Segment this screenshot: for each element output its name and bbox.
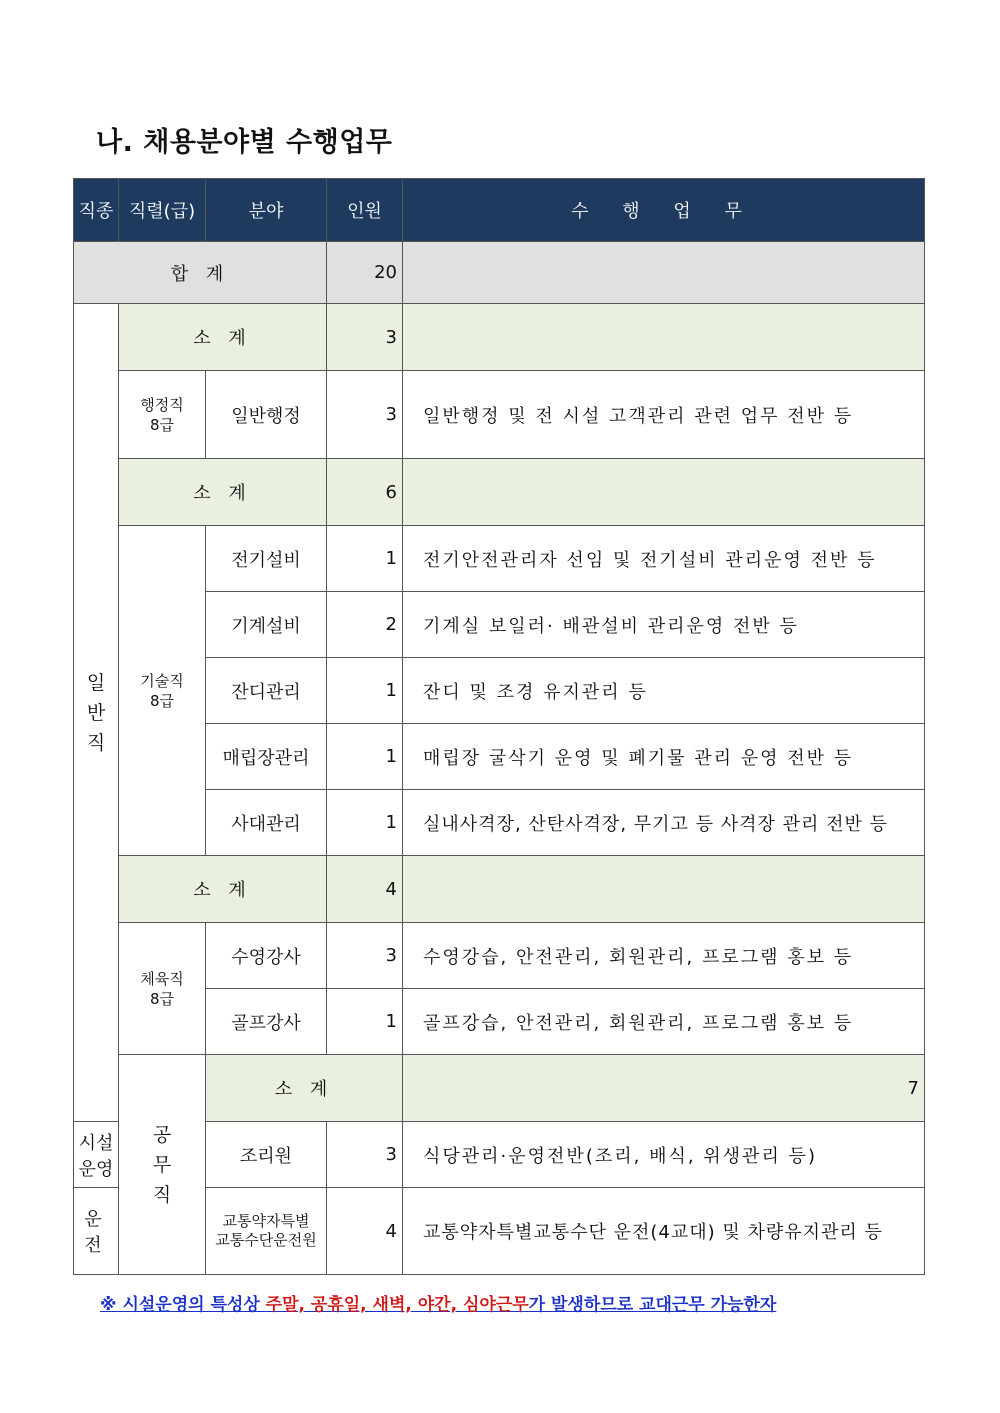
subtotal-label: 소 계 <box>119 459 327 526</box>
count-cell: 1 <box>327 658 403 724</box>
field-cell: 전기설비 <box>206 526 327 592</box>
subtotal-row-civil <box>74 1055 925 1122</box>
subtotal-count: 7 <box>403 1055 925 1122</box>
duty-cell: 실내사격장, 산탄사격장, 무기고 등 사격장 관리 전반 등 <box>403 790 925 856</box>
field-cell: 수영강사 <box>206 923 327 989</box>
grade-admin: 행정직 8급 <box>119 371 206 459</box>
count-cell: 2 <box>327 592 403 658</box>
recruitment-duty-table <box>73 178 925 1275</box>
count-cell: 1 <box>327 989 403 1055</box>
count-cell: 1 <box>327 790 403 856</box>
subtotal-duty <box>403 856 925 923</box>
duty-cell: 식당관리·운영전반(조리, 배식, 위생관리 등) <box>403 1122 925 1188</box>
subtotal-row-tech <box>74 459 925 526</box>
subtotal-row-sports <box>74 856 925 923</box>
header-kind: 직종 <box>74 179 119 242</box>
duty-cell: 전기안전관리자 선임 및 전기설비 관리운영 전반 등 <box>403 526 925 592</box>
count-cell: 4 <box>327 1188 403 1275</box>
subtotal-count: 6 <box>327 459 403 526</box>
field-cell: 일반행정 <box>206 371 327 459</box>
header-field: 분야 <box>206 179 327 242</box>
header-grade: 직렬(급) <box>119 179 206 242</box>
count-cell: 1 <box>327 526 403 592</box>
duty-cell: 기계실 보일러· 배관설비 관리운영 전반 등 <box>403 592 925 658</box>
duty-cell: 잔디 및 조경 유지관리 등 <box>403 658 925 724</box>
header-count: 인원 <box>327 179 403 242</box>
subtotal-count: 3 <box>327 304 403 371</box>
count-cell: 3 <box>327 923 403 989</box>
grade-cell: 시설운영 <box>74 1122 119 1188</box>
field-cell: 사대관리 <box>206 790 327 856</box>
kind-general: 일 반 직 <box>74 304 119 1122</box>
footnote: ※ 시설운영의 특성상 주말, 공휴일, 새벽, 야간, 심야근무가 발생하므로 교대근무 가능한자 <box>100 1295 777 1315</box>
field-cell: 기계설비 <box>206 592 327 658</box>
field-cell: 골프강사 <box>206 989 327 1055</box>
count-cell: 3 <box>327 1122 403 1188</box>
header-duty: 수 행 업 무 <box>403 179 925 242</box>
duty-cell: 수영강습, 안전관리, 회원관리, 프로그램 홍보 등 <box>403 923 925 989</box>
grade-sports: 체육직 8급 <box>119 923 206 1055</box>
table-row <box>74 371 925 459</box>
field-cell: 잔디관리 <box>206 658 327 724</box>
subtotal-label: 소 계 <box>119 304 327 371</box>
table-row <box>74 923 925 989</box>
kind-civil: 공 무 직 <box>119 1055 206 1275</box>
grade-cell: 운 전 <box>74 1188 119 1275</box>
subtotal-row-admin <box>74 304 925 371</box>
table-row <box>74 526 925 592</box>
subtotal-label: 소 계 <box>206 1055 403 1122</box>
count-cell: 1 <box>327 724 403 790</box>
page-title: 나. 채용분야별 수행업무 <box>96 127 393 158</box>
duty-cell: 매립장 굴삭기 운영 및 폐기물 관리 운영 전반 등 <box>403 724 925 790</box>
field-cell: 교통약자특별 교통수단운전원 <box>206 1188 327 1275</box>
total-row <box>74 242 925 304</box>
duty-cell: 골프강습, 안전관리, 회원관리, 프로그램 홍보 등 <box>403 989 925 1055</box>
subtotal-duty <box>403 304 925 371</box>
field-cell: 매립장관리 <box>206 724 327 790</box>
total-label: 합 계 <box>74 242 327 304</box>
total-count: 20 <box>327 242 403 304</box>
duty-cell: 교통약자특별교통수단 운전(4교대) 및 차량유지관리 등 <box>403 1188 925 1275</box>
subtotal-label: 소 계 <box>119 856 327 923</box>
grade-tech: 기술직 8급 <box>119 526 206 856</box>
subtotal-count: 4 <box>327 856 403 923</box>
count-cell: 3 <box>327 371 403 459</box>
footnote-highlight: 주말, 공휴일, 새벽, 야간, 심야근무 <box>265 1295 529 1315</box>
subtotal-duty <box>403 459 925 526</box>
total-duty <box>403 242 925 304</box>
duty-cell: 일반행정 및 전 시설 고객관리 관련 업무 전반 등 <box>403 371 925 459</box>
table-header-row <box>74 179 925 242</box>
field-cell: 조리원 <box>206 1122 327 1188</box>
